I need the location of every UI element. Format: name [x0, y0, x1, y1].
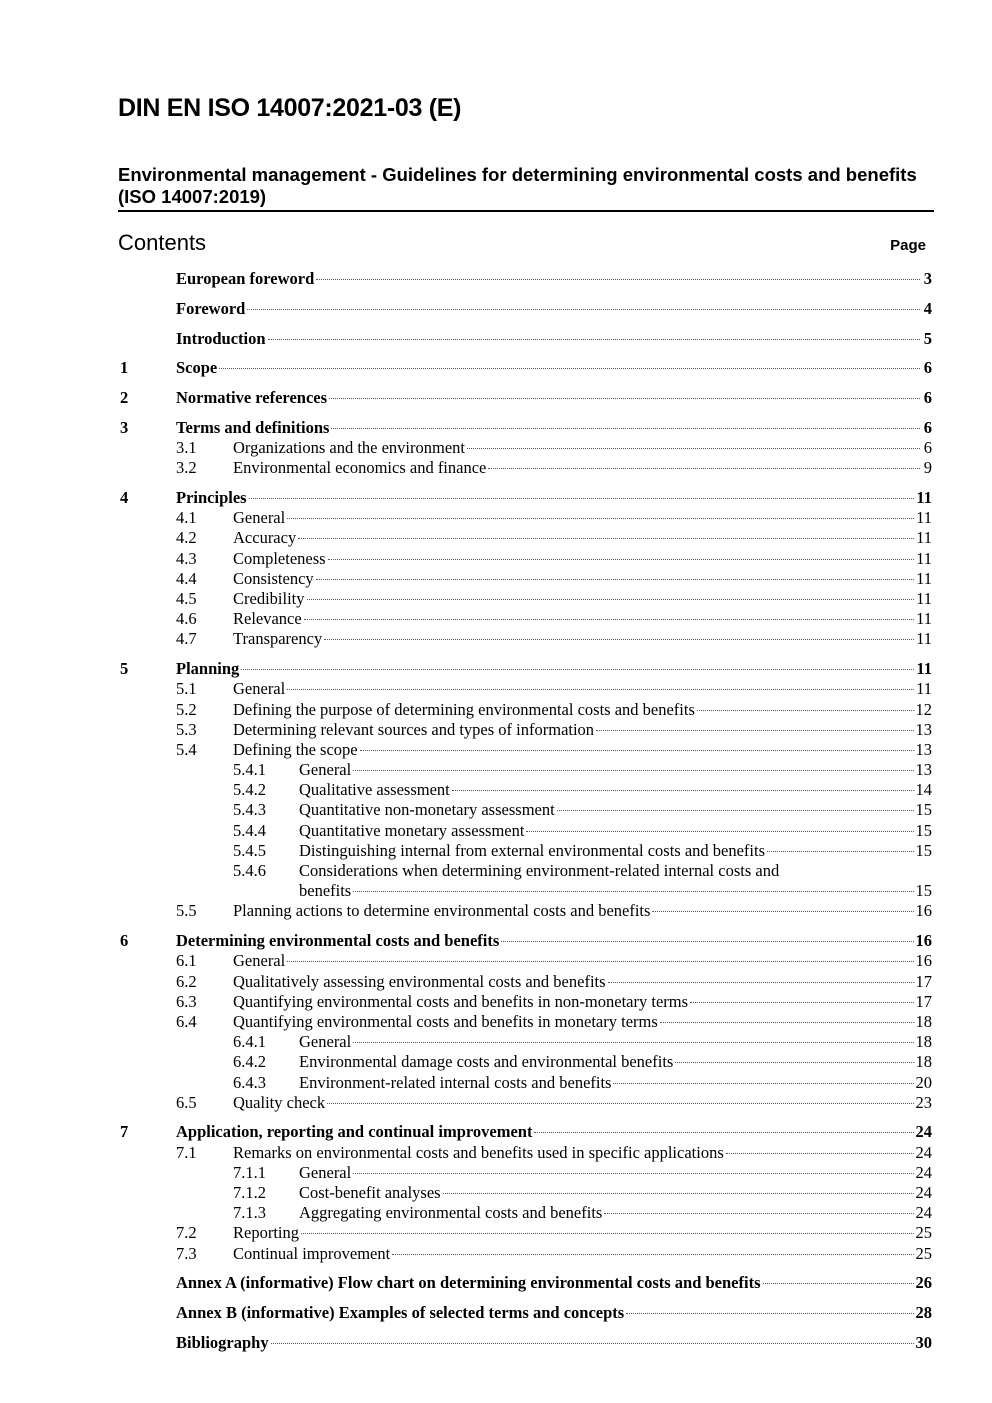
toc-entry-title: Reporting: [233, 1223, 299, 1243]
toc-entry[interactable]: [120, 861, 932, 881]
dot-leader: [443, 1193, 914, 1194]
toc-entry-number: 6.2: [176, 971, 197, 991]
toc-entry-number: 5.4.1: [233, 760, 266, 780]
toc-entry-number: 4.6: [176, 609, 197, 629]
header-rule: [118, 210, 934, 212]
dot-leader: [467, 448, 920, 449]
table-of-contents: [120, 269, 932, 1353]
toc-entry[interactable]: [120, 740, 932, 760]
toc-entry-page: 15: [915, 800, 932, 820]
dot-leader: [328, 559, 915, 560]
dot-leader: [304, 619, 914, 620]
dot-leader: [488, 468, 920, 469]
toc-entry-title: Distinguishing internal from external environmental costs and benefits: [299, 840, 766, 860]
dot-leader: [360, 750, 914, 751]
toc-entry-title: General: [233, 679, 286, 699]
toc-entry-page: 23: [915, 1092, 932, 1112]
dot-leader: [287, 518, 914, 519]
dot-leader: [287, 689, 914, 690]
dot-leader: [675, 1062, 913, 1063]
toc-entry[interactable]: [120, 800, 932, 820]
dot-leader: [613, 1083, 913, 1084]
toc-entry[interactable]: [120, 881, 932, 901]
toc-entry-number: 6.5: [176, 1092, 197, 1112]
dot-leader: [353, 1173, 913, 1174]
toc-entry-title: Organizations and the environment: [233, 438, 466, 458]
toc-entry-page: 13: [915, 719, 932, 739]
toc-entry[interactable]: [120, 1122, 932, 1142]
toc-entry[interactable]: [120, 1223, 932, 1243]
toc-entry-title: Terms and definitions: [176, 417, 330, 437]
toc-entry-title: Annex A (informative) Flow chart on determining environmental costs and benefits: [176, 1273, 761, 1293]
toc-entry-page: 12: [915, 699, 932, 719]
toc-entry-title: General: [233, 508, 286, 528]
toc-entry-number: 3.1: [176, 438, 197, 458]
toc-entry-title: Environmental economics and finance: [233, 458, 487, 478]
toc-entry-page: 15: [915, 840, 932, 860]
toc-entry[interactable]: [120, 1143, 932, 1163]
dot-leader: [690, 1002, 913, 1003]
toc-entry[interactable]: [120, 1163, 932, 1183]
dot-leader: [604, 1213, 913, 1214]
toc-entry-page: 11: [916, 659, 932, 679]
toc-entry-title: Quantitative non-monetary assessment: [299, 800, 555, 820]
toc-entry-title: Determining relevant sources and types of information: [233, 719, 595, 739]
toc-entry-page: 24: [915, 1162, 932, 1182]
toc-entry-number: 4.1: [176, 508, 197, 528]
dot-leader: [241, 669, 914, 670]
toc-entry-page: 11: [916, 679, 932, 699]
toc-entry-number: 6.4.3: [233, 1072, 266, 1092]
dot-leader: [307, 599, 915, 600]
toc-entry-page: 16: [915, 951, 932, 971]
toc-entry-title: Planning actions to determine environmental costs and benefits: [233, 901, 651, 921]
toc-entry-page: 11: [916, 528, 932, 548]
toc-entry-page: 6: [923, 417, 932, 437]
toc-entry-page: 14: [915, 780, 932, 800]
toc-entry-title: General: [299, 760, 352, 780]
toc-entry-page: 18: [915, 1011, 932, 1031]
toc-entry[interactable]: [120, 659, 932, 679]
toc-entry-number: 7.1.2: [233, 1183, 266, 1203]
dot-leader: [353, 770, 913, 771]
toc-entry-page: 3: [923, 269, 932, 288]
toc-entry-number: 6.4: [176, 1011, 197, 1031]
toc-entry-number: 6.4.1: [233, 1032, 266, 1052]
toc-entry-title: Completeness: [233, 548, 326, 568]
toc-entry-title: Credibility: [233, 589, 305, 608]
page-column-label: Page: [890, 237, 926, 254]
toc-entry[interactable]: [120, 1012, 932, 1032]
toc-entry-page: 24: [915, 1122, 932, 1142]
dot-leader: [726, 1153, 914, 1154]
toc-entry[interactable]: [120, 901, 932, 921]
dot-leader: [526, 831, 913, 832]
dot-leader: [219, 368, 920, 369]
toc-entry[interactable]: [120, 760, 932, 780]
toc-entry-page: 11: [916, 589, 932, 608]
toc-entry-page: 17: [915, 971, 932, 991]
toc-entry-number: 4: [120, 488, 129, 508]
toc-entry[interactable]: [120, 299, 932, 319]
toc-entry-title: Bibliography: [176, 1332, 269, 1352]
toc-entry-page: 11: [916, 508, 932, 528]
toc-entry-number: 5.4.4: [233, 820, 266, 840]
toc-entry-number: 4.3: [176, 548, 197, 568]
dot-leader: [353, 1042, 913, 1043]
toc-entry[interactable]: [120, 1052, 932, 1072]
toc-entry-title: Considerations when determining environment-related internal costs and: [299, 861, 780, 881]
dot-leader: [452, 790, 914, 791]
toc-entry-title: Defining the purpose of determining environmental costs and benefits: [233, 699, 695, 719]
toc-entry-title: General: [233, 951, 286, 971]
toc-entry-number: 5.3: [176, 719, 197, 739]
toc-entry[interactable]: [120, 679, 932, 699]
document-title: DIN EN ISO 14007:2021-03 (E): [118, 94, 462, 122]
toc-entry[interactable]: [120, 629, 932, 649]
toc-entry[interactable]: [120, 1073, 932, 1093]
toc-entry-number: 5.1: [176, 679, 197, 699]
toc-entry-page: 18: [915, 1032, 932, 1052]
dot-leader: [329, 398, 920, 399]
toc-entry-title: Scope: [176, 358, 218, 378]
toc-entry-title: Continual improvement: [233, 1243, 391, 1263]
toc-entry-page: 18: [915, 1052, 932, 1072]
toc-entry-number: 6: [120, 931, 129, 951]
contents-heading: Contents: [118, 230, 207, 255]
toc-entry-page: 11: [916, 488, 932, 508]
toc-entry[interactable]: [120, 569, 932, 589]
toc-entry-title: Planning: [176, 659, 240, 679]
toc-entry[interactable]: [120, 841, 932, 861]
toc-entry-number: 5.5: [176, 901, 197, 921]
toc-entry-title: Defining the scope: [233, 739, 358, 759]
toc-entry-number: 5.4.6: [233, 861, 266, 881]
toc-entry[interactable]: [120, 931, 932, 951]
toc-entry[interactable]: [120, 418, 932, 438]
toc-entry-number: 5.4.2: [233, 780, 266, 800]
dot-leader: [534, 1132, 913, 1133]
toc-entry[interactable]: [120, 549, 932, 569]
dot-leader: [652, 911, 913, 912]
toc-entry-title: Foreword: [176, 298, 246, 318]
dot-leader: [353, 891, 913, 892]
toc-entry-number: 6.4.2: [233, 1052, 266, 1072]
toc-entry-title: General: [299, 1032, 352, 1052]
toc-entry-number: 4.5: [176, 589, 197, 608]
toc-entry-number: 7.1.1: [233, 1162, 266, 1182]
toc-entry-title: Introduction: [176, 328, 266, 348]
toc-entry-page: 13: [915, 760, 932, 780]
toc-entry-page: 16: [915, 901, 932, 921]
toc-entry-number: 5: [120, 659, 129, 679]
toc-entry-number: 7: [120, 1122, 129, 1142]
toc-entry-page: 15: [915, 881, 932, 901]
dot-leader: [301, 1233, 914, 1234]
toc-entry-title: Application, reporting and continual improvement: [176, 1122, 533, 1142]
dot-leader: [660, 1022, 914, 1023]
toc-entry-title: Annex B (informative) Examples of selected terms and concepts: [176, 1303, 625, 1323]
toc-entry-page: 13: [915, 739, 932, 759]
dot-leader: [697, 710, 914, 711]
toc-entry-title: Consistency: [233, 568, 314, 588]
toc-entry[interactable]: [120, 1244, 932, 1264]
toc-entry-page: 6: [923, 438, 932, 458]
toc-entry-page: 15: [915, 820, 932, 840]
toc-entry[interactable]: [120, 1183, 932, 1203]
toc-entry-page: 11: [916, 629, 932, 649]
toc-entry-number: 5.4: [176, 739, 197, 759]
dot-leader: [287, 961, 913, 962]
toc-entry-title: benefits: [299, 881, 352, 901]
toc-entry-title: Transparency: [233, 629, 323, 649]
toc-entry[interactable]: [120, 388, 932, 408]
toc-entry[interactable]: [120, 488, 932, 508]
dot-leader: [249, 498, 915, 499]
toc-entry[interactable]: [120, 1303, 932, 1323]
toc-entry-number: 7.1: [176, 1142, 197, 1162]
toc-entry[interactable]: [120, 972, 932, 992]
toc-entry-title: Environmental damage costs and environmental benefits: [299, 1052, 674, 1072]
toc-entry-title: Principles: [176, 488, 247, 508]
toc-entry-number: 7.1.3: [233, 1203, 266, 1223]
toc-entry-title: Quantitative monetary assessment: [299, 820, 525, 840]
toc-entry-number: 5.4.3: [233, 800, 266, 820]
toc-entry-page: 30: [915, 1332, 932, 1352]
toc-entry-number: 4.2: [176, 528, 197, 548]
dot-leader: [501, 941, 913, 942]
dot-leader: [327, 1103, 913, 1104]
toc-entry-number: 1: [120, 358, 129, 378]
toc-entry[interactable]: [120, 951, 932, 971]
toc-entry-page: 17: [915, 991, 932, 1011]
toc-entry[interactable]: [120, 438, 932, 458]
dot-leader: [247, 309, 920, 310]
toc-entry-page: 11: [916, 609, 932, 629]
dot-leader: [324, 639, 914, 640]
toc-entry-page: 4: [923, 298, 932, 318]
dot-leader: [626, 1313, 913, 1314]
toc-entry-number: 6.3: [176, 991, 197, 1011]
toc-entry-title: Qualitative assessment: [299, 780, 450, 800]
toc-entry[interactable]: [120, 508, 932, 528]
toc-entry[interactable]: [120, 720, 932, 740]
toc-entry-title: General: [299, 1162, 352, 1182]
toc-entry-title: Remarks on environmental costs and benefits used in specific applications: [233, 1142, 724, 1162]
toc-entry[interactable]: [120, 1093, 932, 1113]
toc-entry[interactable]: [120, 528, 932, 548]
dot-leader: [608, 982, 914, 983]
toc-entry-title: Quantifying environmental costs and benefits in non-monetary terms: [233, 991, 689, 1011]
toc-entry-number: 4.4: [176, 568, 197, 588]
toc-entry-title: Quality check: [233, 1092, 326, 1112]
toc-entry-page: 28: [915, 1303, 932, 1323]
toc-entry[interactable]: [120, 992, 932, 1012]
toc-entry-number: 7.2: [176, 1223, 197, 1243]
toc-entry-page: 24: [915, 1183, 932, 1203]
dot-leader: [331, 428, 920, 429]
toc-entry-title: Quantifying environmental costs and benefits in monetary terms: [233, 1011, 658, 1031]
toc-entry-number: 6.1: [176, 951, 197, 971]
toc-entry-page: 24: [915, 1142, 932, 1162]
toc-entry-title: Cost-benefit analyses: [299, 1183, 441, 1203]
toc-entry-page: 25: [915, 1223, 932, 1243]
toc-entry-title: Relevance: [233, 609, 302, 629]
toc-entry-page: 16: [915, 931, 932, 951]
toc-entry-title: European foreword: [176, 269, 315, 288]
toc-entry[interactable]: [120, 269, 932, 289]
toc-entry-title: Accuracy: [233, 528, 297, 548]
toc-entry-page: 26: [915, 1273, 932, 1293]
dot-leader: [268, 339, 920, 340]
dot-leader: [596, 730, 913, 731]
toc-entry-title: Determining environmental costs and benefits: [176, 931, 500, 951]
dot-leader: [298, 538, 914, 539]
toc-entry-number: 2: [120, 388, 129, 408]
toc-entry-number: 3: [120, 417, 129, 437]
toc-entry[interactable]: [120, 589, 932, 609]
toc-entry-page: 24: [915, 1203, 932, 1223]
toc-entry-page: 5: [923, 328, 932, 348]
toc-entry-page: 11: [916, 548, 932, 568]
toc-entry-title: Environment-related internal costs and benefits: [299, 1072, 612, 1092]
toc-entry[interactable]: [120, 609, 932, 629]
toc-entry[interactable]: [120, 821, 932, 841]
toc-entry-page: 6: [923, 358, 932, 378]
toc-entry-title: Normative references: [176, 388, 328, 408]
toc-entry[interactable]: [120, 358, 932, 378]
toc-entry[interactable]: [120, 1032, 932, 1052]
toc-entry-number: 7.3: [176, 1243, 197, 1263]
toc-entry-number: 5.2: [176, 699, 197, 719]
toc-entry[interactable]: [120, 1203, 932, 1223]
toc-entry[interactable]: [120, 1333, 932, 1353]
toc-entry[interactable]: [120, 780, 932, 800]
dot-leader: [557, 810, 914, 811]
dot-leader: [767, 851, 913, 852]
toc-entry-page: 20: [915, 1072, 932, 1092]
dot-leader: [271, 1343, 914, 1344]
toc-entry[interactable]: [120, 458, 932, 478]
toc-entry-page: 25: [915, 1243, 932, 1263]
toc-entry-title: Aggregating environmental costs and benefits: [299, 1203, 603, 1223]
toc-entry-title: Qualitatively assessing environmental costs and benefits: [233, 971, 606, 991]
dot-leader: [316, 279, 920, 280]
toc-entry-number: 3.2: [176, 458, 197, 478]
toc-entry[interactable]: [120, 329, 932, 349]
dot-leader: [763, 1283, 914, 1284]
document-subtitle: Environmental management - Guidelines for determining environmental costs and benefits (ISO 14007:2019): [118, 164, 917, 207]
toc-entry-number: 5.4.5: [233, 840, 266, 860]
dot-leader: [316, 579, 914, 580]
toc-entry-number: 4.7: [176, 629, 197, 649]
dot-leader: [392, 1254, 913, 1255]
toc-entry-page: 6: [923, 388, 932, 408]
toc-entry[interactable]: [120, 1273, 932, 1293]
toc-entry[interactable]: [120, 700, 932, 720]
toc-entry-page: 11: [916, 568, 932, 588]
toc-entry-page: 9: [923, 458, 932, 478]
